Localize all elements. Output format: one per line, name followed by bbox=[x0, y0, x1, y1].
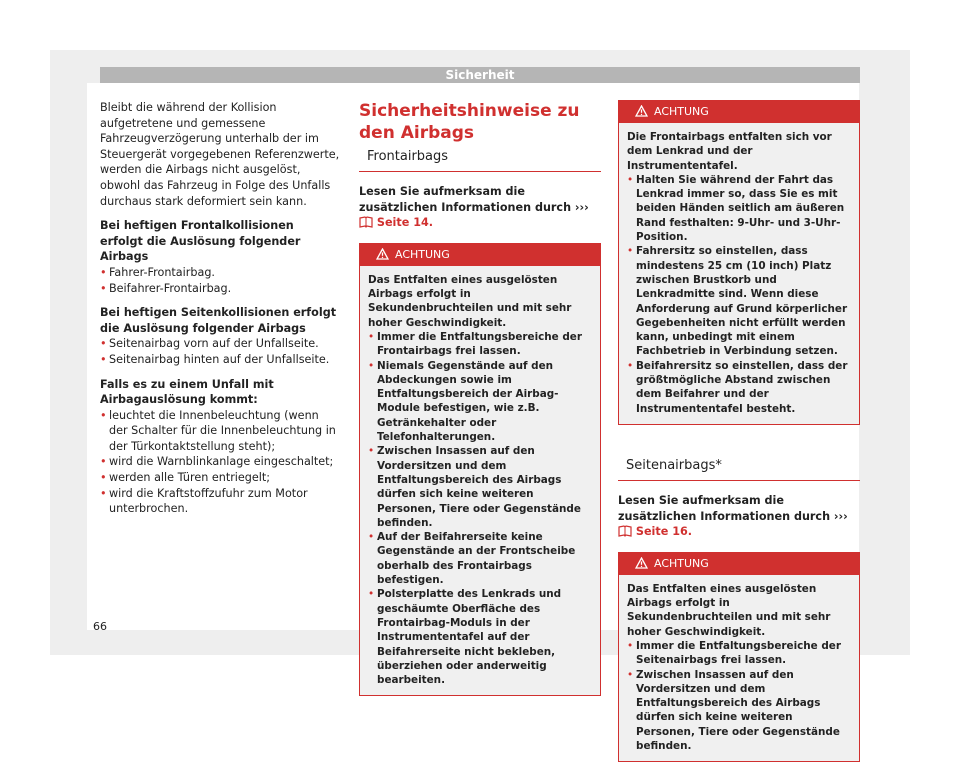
column-left bbox=[100, 100, 340, 517]
warning-item: • Immer die Entfaltungsbereiche der Seitenairbags frei lassen. bbox=[627, 639, 851, 668]
column-middle bbox=[359, 100, 601, 696]
list-item: • wird die Warnblinkanlage eingeschaltet; bbox=[100, 454, 340, 470]
warning-triangle-icon bbox=[376, 248, 389, 260]
list-item: • Seitenairbag hinten auf der Unfallseite. bbox=[100, 352, 340, 368]
list-item: • Seitenairbag vorn auf der Unfallseite. bbox=[100, 336, 340, 352]
warning-label: ACHTUNG bbox=[654, 105, 709, 118]
side-collision-heading: Bei heftigen Seitenkollisionen erfolgt die Auslösung folgender Airbags bbox=[100, 306, 337, 335]
warning-label: ACHTUNG bbox=[654, 556, 709, 570]
subsection-title: Seitenairbags* bbox=[618, 453, 860, 481]
list-item: • werden alle Türen entriegelt; bbox=[100, 470, 340, 486]
warning-item: • Zwischen Insassen auf den Vordersitzen und dem Entfaltungsbereich des Airbags dürfen sich keine weiteren Personen, Tiere oder Gegenstände befinden. bbox=[627, 668, 851, 754]
warning-label: ACHTUNG bbox=[395, 247, 450, 261]
warning-body bbox=[360, 266, 600, 696]
warning-item: • Niemals Gegenstände auf den Abdeckungen sowie im Entfaltungsbereich der Airbag-Module befestigen, wie z.B. Getränkehalter oder Telefonhalterungen. bbox=[368, 359, 592, 445]
cross-reference-text: Lesen Sie aufmerksam die zusätzlichen Informationen durch ››› bbox=[359, 185, 589, 214]
subsection-title: Frontairbags bbox=[359, 144, 601, 172]
warning-body bbox=[619, 575, 859, 762]
warning-box bbox=[618, 100, 860, 425]
warning-intro: Die Frontairbags entfalten sich vor dem Lenkrad und der Instrumententafel. bbox=[627, 131, 832, 172]
warning-item: • Auf der Beifahrerseite keine Gegenstände an der Frontscheibe oberhalb des Frontairbags befestigen. bbox=[368, 530, 592, 587]
cross-reference-text: Lesen Sie aufmerksam die zusätzlichen Informationen durch ››› bbox=[618, 493, 848, 523]
cross-reference bbox=[618, 493, 860, 540]
book-icon bbox=[359, 216, 373, 228]
list-item: • wird die Kraftstoffzufuhr zum Motor unterbrochen. bbox=[100, 486, 340, 517]
warning-triangle-icon bbox=[635, 557, 648, 569]
page-link[interactable]: Seite 14. bbox=[376, 216, 434, 230]
warning-triangle-icon bbox=[635, 105, 648, 117]
warning-box bbox=[359, 243, 601, 697]
warning-box bbox=[618, 552, 860, 762]
warning-item: • Fahrersitz so einstellen, dass mindestens 25 cm (10 inch) Platz zwischen Brustkorb und Lenkradmitte sind. Wenn diese Anforderung auf Grund körperlicher Gegebenheiten nicht erfüllt werden kann, unbedingt mit einem Fachbetrieb in Verbindung setzen. bbox=[627, 244, 851, 358]
warning-header bbox=[360, 244, 600, 266]
warning-intro: Das Entfalten eines ausgelösten Airbags erfolgt in Sekundenbruchteilen und mit sehr hoher Geschwindigkeit. bbox=[627, 582, 831, 638]
section-header: Sicherheit bbox=[100, 67, 860, 83]
accident-heading: Falls es zu einem Unfall mit Airbagauslösung kommt: bbox=[100, 377, 274, 407]
cross-reference bbox=[359, 184, 601, 231]
warning-header bbox=[619, 553, 859, 575]
intro-paragraph: Bleibt die während der Kollision aufgetretene und gemessene Fahrzeugverzögerung unterhalb der im Steuergerät vorgegebenen Referenzwerte, werden die Airbags nicht ausgelöst, obwohl das Fahrzeug in Folge des Unfalls durchaus stark deformiert sein kann. bbox=[100, 101, 340, 208]
warning-item: • Polsterplatte des Lenkrads und geschäumte Oberfläche des Frontairbag-Moduls in der Instrumententafel auf der Beifahrerseite nicht bekleben, überziehen oder anderweitig bearbeiten. bbox=[368, 587, 592, 687]
page-number: 66 bbox=[93, 620, 107, 633]
warning-item: • Zwischen Insassen auf den Vordersitzen und dem Entfaltungsbereich des Airbags dürfen sich keine weiteren Personen, Tiere oder Gegenstände befinden. bbox=[368, 444, 592, 530]
warning-item: • Beifahrersitz so einstellen, dass der größtmögliche Abstand zwischen dem Beifahrer und der Instrumententafel besteht. bbox=[627, 359, 851, 416]
book-icon bbox=[618, 525, 632, 537]
column-right bbox=[618, 100, 860, 762]
section-title: Sicherheitshinweise zu den Airbags bbox=[359, 101, 580, 143]
list-item: • leuchtet die Innenbeleuchtung (wenn der Schalter für die Innenbeleuchtung in der Türkontaktstellung steht); bbox=[100, 408, 340, 455]
warning-body bbox=[619, 123, 859, 424]
list-item: • Fahrer-Frontairbag. bbox=[100, 265, 340, 281]
warning-header bbox=[619, 101, 859, 123]
list-item: • Beifahrer-Frontairbag. bbox=[100, 281, 340, 297]
front-collision-heading: Bei heftigen Frontalkollisionen erfolgt die Auslösung folgender Airbags bbox=[100, 219, 301, 264]
page-link[interactable]: Seite 16. bbox=[635, 525, 693, 539]
warning-item: • Immer die Entfaltungsbereiche der Frontairbags frei lassen. bbox=[368, 330, 592, 359]
warning-intro: Das Entfalten eines ausgelösten Airbags erfolgt in Sekundenbruchteilen und mit sehr hoher Geschwindigkeit. bbox=[368, 273, 572, 329]
warning-item: • Halten Sie während der Fahrt das Lenkrad immer so, dass Sie es mit beiden Händen seitlich am äußeren Rand festhalten: 9-Uhr- und 3-Uhr-Position. bbox=[627, 173, 851, 244]
